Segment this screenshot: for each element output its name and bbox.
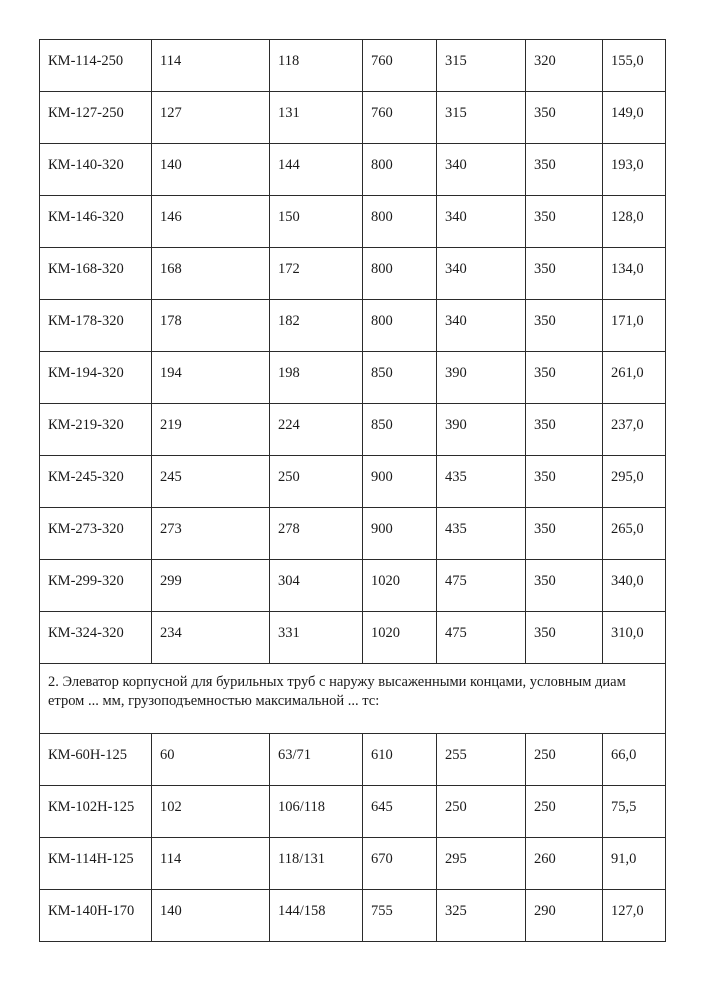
table-cell: 260 [526,838,603,890]
table-cell: 340 [437,196,526,248]
table-cell: 475 [437,612,526,664]
table-cell: 75,5 [603,786,666,838]
table-row [40,890,666,942]
table-cell: 182 [270,300,363,352]
table-cell: 171,0 [603,300,666,352]
table-cell: 114 [152,40,270,92]
table-cell: КМ-140Н-170 [40,890,152,942]
table-cell: 150 [270,196,363,248]
table-cell: 475 [437,560,526,612]
table-cell: 250 [270,456,363,508]
table-row [40,786,666,838]
table-section-1 [40,40,666,664]
table-cell: 278 [270,508,363,560]
table-row [40,560,666,612]
table-cell: 350 [526,144,603,196]
table-cell: 390 [437,352,526,404]
table-cell: 350 [526,300,603,352]
table-cell: 295 [437,838,526,890]
table-cell: 850 [363,352,437,404]
table-cell: 850 [363,404,437,456]
table-cell: 315 [437,40,526,92]
table-cell: 102 [152,786,270,838]
table-cell: 168 [152,248,270,300]
table-cell: 304 [270,560,363,612]
table-cell: 91,0 [603,838,666,890]
table-cell: 435 [437,456,526,508]
table-cell: 250 [437,786,526,838]
table-cell: 255 [437,734,526,786]
table-cell: 198 [270,352,363,404]
table-cell: 320 [526,40,603,92]
table-cell: 140 [152,144,270,196]
section-2-title: 2. Элеватор корпусной для бурильных труб с наружу высаженными концами, условным диам етром ... мм, грузоподъемностью максимальной ... тс: [40,664,666,734]
table-cell: 245 [152,456,270,508]
table-cell: 144 [270,144,363,196]
table-cell: 340,0 [603,560,666,612]
table-cell: 60 [152,734,270,786]
table-cell: 900 [363,508,437,560]
table-row [40,838,666,890]
table-cell: КМ-324-320 [40,612,152,664]
table-cell: 140 [152,890,270,942]
table-cell: КМ-245-320 [40,456,152,508]
table-cell: 340 [437,300,526,352]
table-cell: 250 [526,734,603,786]
table-cell: 350 [526,560,603,612]
table-cell: 350 [526,92,603,144]
table-cell: 800 [363,144,437,196]
table-cell: 131 [270,92,363,144]
table-cell: КМ-102Н-125 [40,786,152,838]
table-section-2-header [40,664,666,734]
table-row [40,352,666,404]
table-cell: 760 [363,40,437,92]
table-cell: 149,0 [603,92,666,144]
table-cell: 350 [526,248,603,300]
table-cell: 340 [437,144,526,196]
table-cell: 340 [437,248,526,300]
table-cell: 273 [152,508,270,560]
table-cell: 63/71 [270,734,363,786]
table-cell: КМ-127-250 [40,92,152,144]
table-cell: 315 [437,92,526,144]
table-cell: 261,0 [603,352,666,404]
table-cell: 144/158 [270,890,363,942]
table-cell: 118 [270,40,363,92]
table-cell: 390 [437,404,526,456]
table-cell: 127,0 [603,890,666,942]
table-cell: 265,0 [603,508,666,560]
table-cell: КМ-146-320 [40,196,152,248]
table-cell: 435 [437,508,526,560]
table-cell: КМ-60Н-125 [40,734,152,786]
table-cell: КМ-140-320 [40,144,152,196]
table-cell: КМ-194-320 [40,352,152,404]
table-cell: КМ-114-250 [40,40,152,92]
table-row [40,612,666,664]
table-row [40,196,666,248]
table-cell: 146 [152,196,270,248]
table-cell: 310,0 [603,612,666,664]
table-cell: 645 [363,786,437,838]
table-cell: 295,0 [603,456,666,508]
table-cell: 350 [526,404,603,456]
specification-table [39,39,666,942]
table-cell: 755 [363,890,437,942]
table-cell: 234 [152,612,270,664]
table-cell: 800 [363,196,437,248]
table-cell: 670 [363,838,437,890]
table-cell: 250 [526,786,603,838]
table-row [40,456,666,508]
table-cell: 237,0 [603,404,666,456]
table-cell: 118/131 [270,838,363,890]
table-cell: 219 [152,404,270,456]
table-cell: КМ-114Н-125 [40,838,152,890]
table-row [40,404,666,456]
table-section-2 [40,734,666,942]
table-row [40,92,666,144]
table-cell: 350 [526,456,603,508]
table-cell: 350 [526,196,603,248]
table-cell: 194 [152,352,270,404]
table-cell: КМ-178-320 [40,300,152,352]
table-cell: КМ-299-320 [40,560,152,612]
table-row [40,508,666,560]
table-row [40,248,666,300]
table-cell: 610 [363,734,437,786]
table-cell: 128,0 [603,196,666,248]
table-cell: 127 [152,92,270,144]
table-cell: 800 [363,300,437,352]
table-cell: КМ-168-320 [40,248,152,300]
table-cell: 900 [363,456,437,508]
table-cell: 290 [526,890,603,942]
table-cell: 350 [526,508,603,560]
table-row [40,300,666,352]
table-cell: 299 [152,560,270,612]
table-cell: 193,0 [603,144,666,196]
table-row [40,40,666,92]
table-cell: 331 [270,612,363,664]
table-cell: 1020 [363,560,437,612]
table-cell: 325 [437,890,526,942]
section-title-row [40,664,666,734]
table-cell: 1020 [363,612,437,664]
table-cell: 155,0 [603,40,666,92]
table-row [40,144,666,196]
table-cell: 350 [526,612,603,664]
table-cell: 172 [270,248,363,300]
table-row [40,734,666,786]
table-cell: 66,0 [603,734,666,786]
table-cell: 114 [152,838,270,890]
table-cell: 134,0 [603,248,666,300]
table-cell: КМ-273-320 [40,508,152,560]
table-cell: 224 [270,404,363,456]
table-cell: 178 [152,300,270,352]
table-cell: 106/118 [270,786,363,838]
table-cell: 760 [363,92,437,144]
table-cell: КМ-219-320 [40,404,152,456]
table-cell: 350 [526,352,603,404]
table-cell: 800 [363,248,437,300]
